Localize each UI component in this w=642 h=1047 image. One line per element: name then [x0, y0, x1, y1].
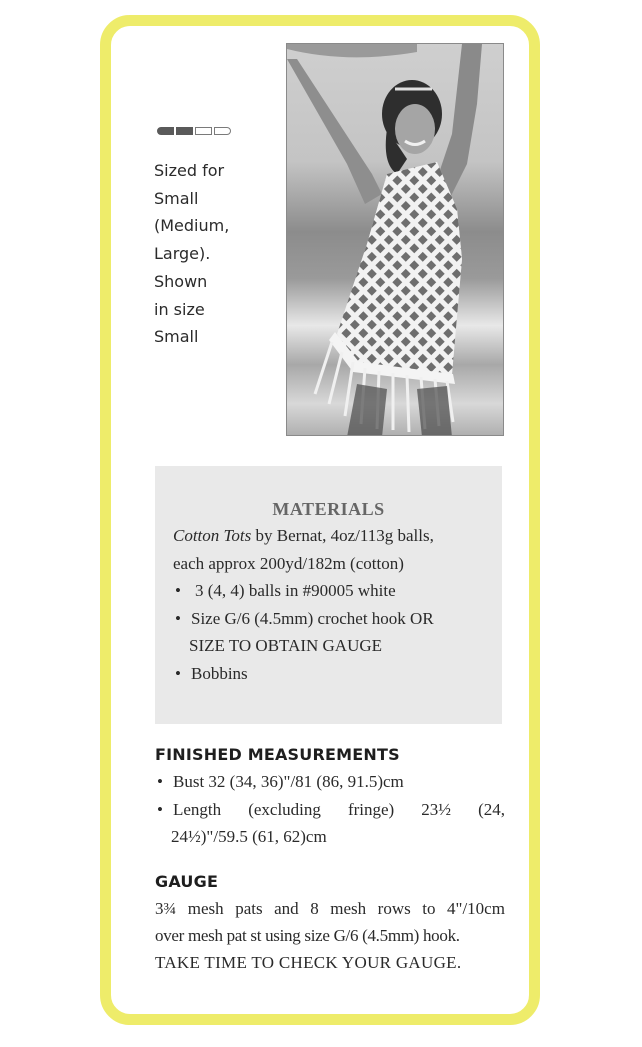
word: 3¾	[155, 899, 177, 918]
size-note-line: Sized for	[154, 161, 225, 180]
yarn-name: Cotton Tots	[173, 526, 252, 545]
size-note-line: Shown	[154, 271, 208, 291]
size-note-line: Small	[154, 327, 199, 347]
skill-level-indicator-icon	[157, 127, 231, 135]
bust-measurement: Bust 32 (34, 36)"/81 (86, 91.5)cm	[173, 772, 404, 791]
word: (24,	[478, 799, 505, 819]
gauge-line-3: TAKE TIME TO CHECK YOUR GAUGE.	[155, 953, 462, 972]
materials-item	[173, 577, 488, 605]
word: (excluding	[248, 799, 321, 819]
word: Length	[173, 799, 222, 819]
word: rows	[377, 899, 411, 918]
gauge-line-1	[155, 895, 505, 922]
materials-box	[155, 466, 502, 724]
measurement-item	[155, 768, 505, 796]
materials-item-text: 3 (4, 4) balls in #90005 white	[195, 581, 396, 600]
word: 8	[310, 899, 319, 918]
yarn-details: by Bernat, 4oz/113g balls,	[251, 526, 434, 545]
word: 23½	[421, 799, 452, 819]
materials-yarn-line	[173, 522, 488, 550]
size-note-line: Small	[154, 188, 199, 208]
materials-item-text: Size G/6 (4.5mm) crochet hook OR	[191, 608, 434, 628]
skill-segment-empty	[214, 127, 231, 135]
size-note-line: (Medium,	[154, 216, 230, 236]
word: pats	[235, 899, 263, 918]
bullet: •	[175, 581, 181, 600]
gauge-title: GAUGE	[155, 872, 219, 891]
bullet: •	[175, 608, 181, 628]
length-measurement-continuation: 24½)"/59.5 (61, 62)cm	[171, 827, 327, 846]
word: fringe)	[347, 799, 395, 819]
model-photo	[286, 43, 504, 436]
finished-measurements-title: FINISHED MEASUREMENTS	[155, 745, 400, 764]
word: mesh	[330, 899, 367, 918]
bullet: •	[175, 663, 181, 683]
bullet: •	[157, 772, 163, 791]
materials-item	[173, 605, 488, 633]
skill-segment-filled	[157, 127, 174, 135]
materials-item	[173, 660, 488, 688]
gauge-line-2: over mesh pat st using size G/6 (4.5mm) hook.	[155, 926, 460, 945]
materials-item-continuation: SIZE TO OBTAIN GAUGE	[189, 636, 383, 655]
size-note-line: in size	[154, 299, 205, 319]
finished-measurements-body	[155, 768, 505, 850]
skill-segment-empty	[195, 127, 212, 135]
word: mesh	[187, 899, 224, 918]
bullet: •	[157, 799, 163, 819]
length-measurement	[173, 796, 505, 824]
materials-item-text: Bobbins	[191, 663, 248, 683]
gauge-body	[155, 895, 505, 976]
word: and	[274, 899, 299, 918]
word: to	[422, 899, 436, 918]
word: 4"/10cm	[447, 899, 505, 918]
materials-title: MATERIALS	[272, 499, 385, 519]
measurement-item	[155, 796, 505, 824]
size-note	[154, 157, 264, 351]
materials-yarn-line-2: each approx 200yd/182m (cotton)	[173, 553, 404, 573]
photo-illustration	[287, 44, 504, 436]
size-note-line: Large).	[154, 244, 211, 264]
skill-segment-filled	[176, 127, 193, 135]
